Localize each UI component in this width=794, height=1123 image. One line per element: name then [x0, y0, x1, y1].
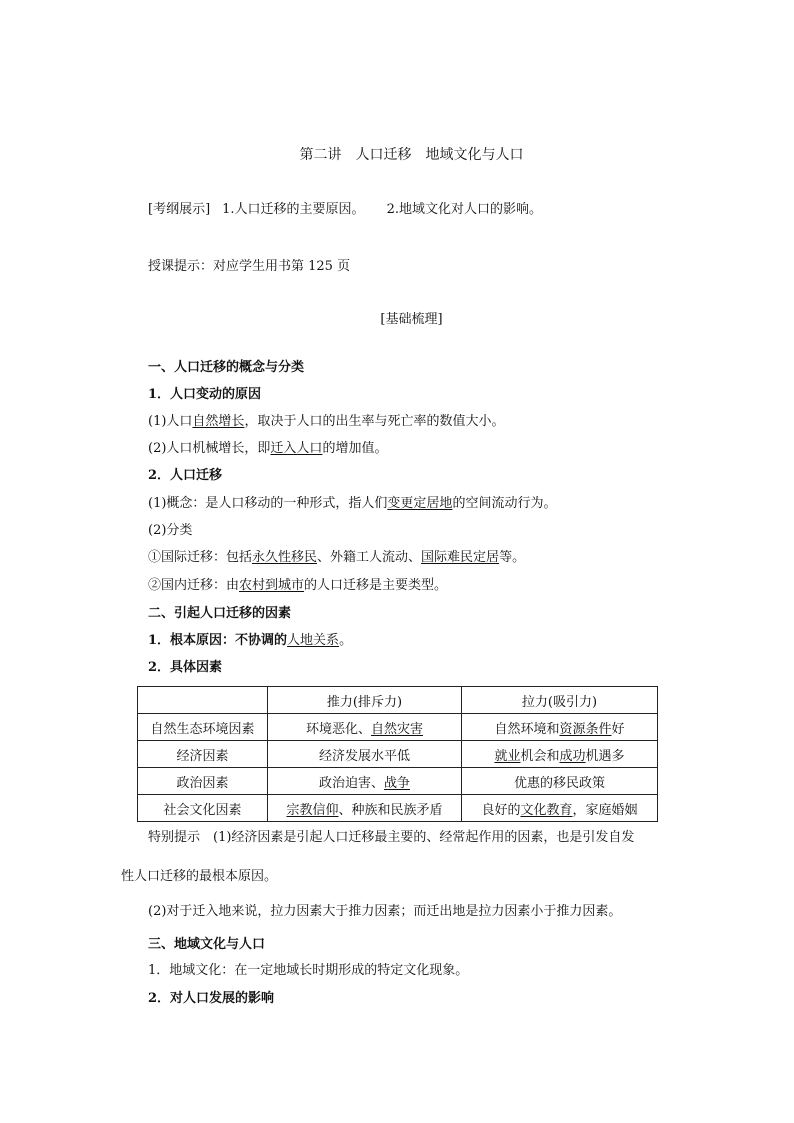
- text-span: 、外籍工人流动、: [317, 550, 422, 565]
- pull-cell: [462, 768, 658, 795]
- text-span: 。: [339, 633, 353, 648]
- table-row: [138, 768, 658, 795]
- tip-line-3: (2)对于迁入地来说，拉力因素大于推力因素；而迁出地是拉力因素小于推力因素。: [148, 904, 622, 919]
- section-heading: [基础梳理]: [380, 312, 443, 327]
- key-term: 国际难民定居: [421, 550, 500, 565]
- outline-line: [148, 201, 542, 219]
- s1-p1-line2: [148, 440, 387, 458]
- key-term: 自然增长: [192, 414, 245, 429]
- s1-p2-line1: [148, 495, 556, 513]
- key-term: 永久性移民: [252, 550, 318, 565]
- s1-p2-heading: 2．人口迁移: [148, 468, 223, 483]
- s2-heading: 二、引起人口迁移的因素: [148, 606, 292, 621]
- table-row: [138, 714, 658, 741]
- s1-p1-line1: [148, 413, 504, 431]
- s3-p1: [148, 962, 468, 980]
- s1-intl-line: [148, 549, 525, 567]
- tip-line-1: 特别提示 (1)经济因素是引起人口迁移最主要的、经常起作用的因素，也是引发自发: [148, 830, 635, 845]
- text-span: ①国际迁移：包括: [148, 550, 253, 565]
- key-term: 人地关系: [287, 633, 340, 648]
- text-span: 良好的: [481, 802, 521, 818]
- key-term: 就业: [494, 748, 521, 764]
- push-cell: [268, 768, 462, 795]
- text-span: 的增加值。: [322, 441, 388, 456]
- push-cell: [268, 795, 462, 822]
- push-cell: [268, 714, 462, 741]
- text-span: 优惠的移民政策: [513, 775, 605, 791]
- text-span: 环境恶化、: [305, 721, 371, 737]
- key-term: 变更定居地: [387, 496, 453, 511]
- pull-cell: [462, 741, 658, 768]
- text-span: (2)人口机械增长，即: [148, 441, 271, 456]
- lesson-hint: 授课提示：对应学生用书第 125 页: [148, 259, 351, 274]
- table-header-push: 推力(排斥力): [268, 687, 462, 714]
- outline-item-2: 2.地域文化对人口的影响。: [386, 202, 542, 217]
- table-header-pull: 拉力(吸引力): [462, 687, 658, 714]
- key-term: 自然灾害: [371, 721, 424, 737]
- text-span: 经济发展水平低: [318, 748, 410, 764]
- text-span: 1．地域文化：在一定地域长时期形成的特定文化现象。: [148, 963, 469, 978]
- s1-p1-heading: 1．人口变动的原因: [148, 387, 262, 402]
- push-cell: [268, 741, 462, 768]
- s1-dom-line: [148, 577, 447, 595]
- outline-label: [考纲展示]: [148, 202, 211, 217]
- factors-table: [137, 686, 658, 822]
- text-span: 自然环境和: [494, 721, 560, 737]
- factor-cell: 自然生态环境因素: [138, 714, 268, 741]
- key-term: 文化教育: [520, 802, 573, 818]
- text-span: 1．根本原因：不协调的: [148, 633, 288, 648]
- s1-heading: 一、人口迁移的概念与分类: [148, 360, 305, 375]
- text-span: 等。: [499, 550, 526, 565]
- s2-specific-heading: 2．具体因素: [148, 660, 223, 675]
- tip-line-2: 性人口迁移的最根本原因。: [121, 869, 278, 884]
- text-span: 好: [611, 721, 625, 737]
- text-span: ，家庭婚姻: [572, 802, 638, 818]
- table-row: [138, 795, 658, 822]
- table-row: [138, 741, 658, 768]
- text-span: 的人口迁移是主要类型。: [304, 578, 448, 593]
- pull-cell: [462, 714, 658, 741]
- s2-root-line: [148, 632, 352, 650]
- key-term: 战争: [384, 775, 411, 791]
- page-title: 第二讲 人口迁移 地域文化与人口: [299, 147, 524, 163]
- outline-item-1: 1.人口迁移的主要原因。: [222, 202, 365, 217]
- table-header-blank: [138, 687, 268, 714]
- text-span: (1)人口: [148, 414, 193, 429]
- table-header-row: [138, 687, 658, 714]
- factor-cell: 社会文化因素: [138, 795, 268, 822]
- text-span: (1)概念：是人口移动的一种形式，指人们: [148, 496, 388, 511]
- key-term: 宗教信仰: [286, 802, 339, 818]
- text-span: 的空间流动行为。: [452, 496, 557, 511]
- key-term: 迁入人口: [270, 441, 323, 456]
- text-span: 机会和: [520, 748, 560, 764]
- s1-p2-line2: (2)分类: [148, 523, 193, 538]
- key-term: 资源条件: [559, 721, 612, 737]
- factor-cell: 政治因素: [138, 768, 268, 795]
- text-span: ②国内迁移：由: [148, 578, 240, 593]
- s3-p2: 2．对人口发展的影响: [148, 991, 275, 1006]
- text-span: 、种族和民族矛盾: [338, 802, 443, 818]
- pull-cell: [462, 795, 658, 822]
- text-span: ，取决于人口的出生率与死亡率的数值大小。: [244, 414, 505, 429]
- factor-cell: 经济因素: [138, 741, 268, 768]
- s3-heading: 三、地域文化与人口: [148, 937, 266, 952]
- key-term: 成功: [559, 748, 586, 764]
- text-span: 政治迫害、: [318, 775, 384, 791]
- text-span: 机遇多: [585, 748, 625, 764]
- key-term: 农村到城市: [239, 578, 305, 593]
